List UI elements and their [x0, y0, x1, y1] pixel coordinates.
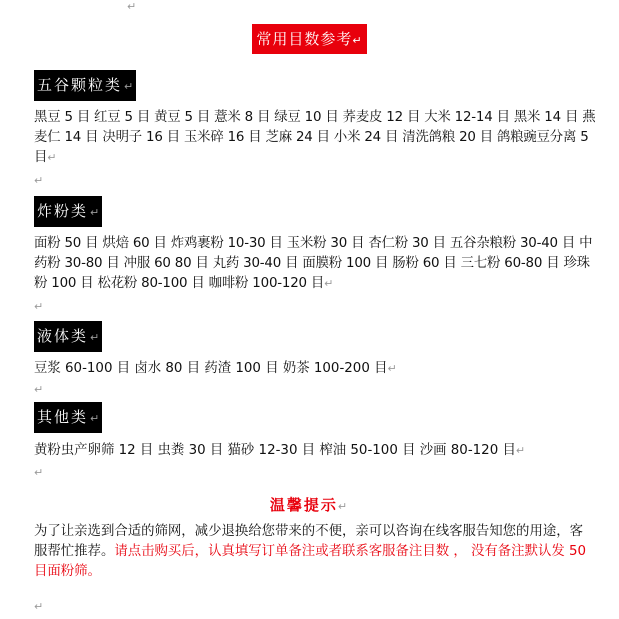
tip-title: 温馨提示↵: [269, 496, 350, 514]
section-text-liquids: 豆浆 60-100 目 卤水 80 目 药渣 100 目 奶茶 100-200 目↵: [34, 361, 397, 376]
paragraph-mark: ↵: [34, 600, 44, 613]
paragraph-mark: ↵: [34, 300, 44, 313]
title-row: [0, 24, 619, 54]
page-title: 常用目数参考↵: [252, 24, 366, 54]
paragraph-mark: ↵: [34, 383, 44, 396]
section-text-others: 黄粉虫产卵筛 12 目 虫粪 30 目 猫砂 12-30 目 榨油 50-100 目 沙画 80-120 目↵: [34, 443, 526, 458]
paragraph-mark: ↵: [127, 0, 137, 13]
tip-body-black: 为了让亲选到合适的筛网，减少退换给您带来的不便，亲可以咨询在线客服告知您的用途，客服帮忙推荐。: [34, 524, 584, 559]
section-heading-powders: 炸粉类 ↵: [34, 196, 102, 227]
paragraph-mark: ↵: [34, 466, 44, 479]
section-heading-liquids: 液体类 ↵: [34, 321, 102, 352]
paragraph-mark: ↵: [34, 174, 44, 187]
section-heading-grains: 五谷颗粒类 ↵: [34, 70, 136, 101]
tip-body-red: 请点击购买后，认真填写订单备注或者联系客服备注目数 ， 没有备注默认发 50 目面粉筛。: [34, 544, 587, 579]
tip-body: [34, 522, 594, 582]
section-text-grains: 黑豆 5 目 红豆 5 目 黄豆 5 目 薏米 8 目 绿豆 10 目 荞麦皮 12 目 大米 12-14 目 黑米 14 目 燕麦仁 14 目 决明子 16 目 玉米碎 16 目 芝麻 24 目 小米 24 目 清洗鸽粮 20 目 鸽粮豌豆分离 5 目↵: [34, 110, 596, 165]
section-text-powders: 面粉 50 目 烘焙 60 目 炸鸡裹粉 10-30 目 玉米粉 30 目 杏仁粉 30 目 五谷杂粮粉 30-40 目 中药粉 30-80 目 冲服 60 80 目 丸药 30-40 目 面膜粉 100 目 肠粉 60 目 三七粉 60-80 目 珍珠粉 100 目 松花粉 80-100 目 咖啡粉 100-120 目↵: [34, 236, 593, 291]
section-heading-others: 其他类 ↵: [34, 402, 102, 433]
